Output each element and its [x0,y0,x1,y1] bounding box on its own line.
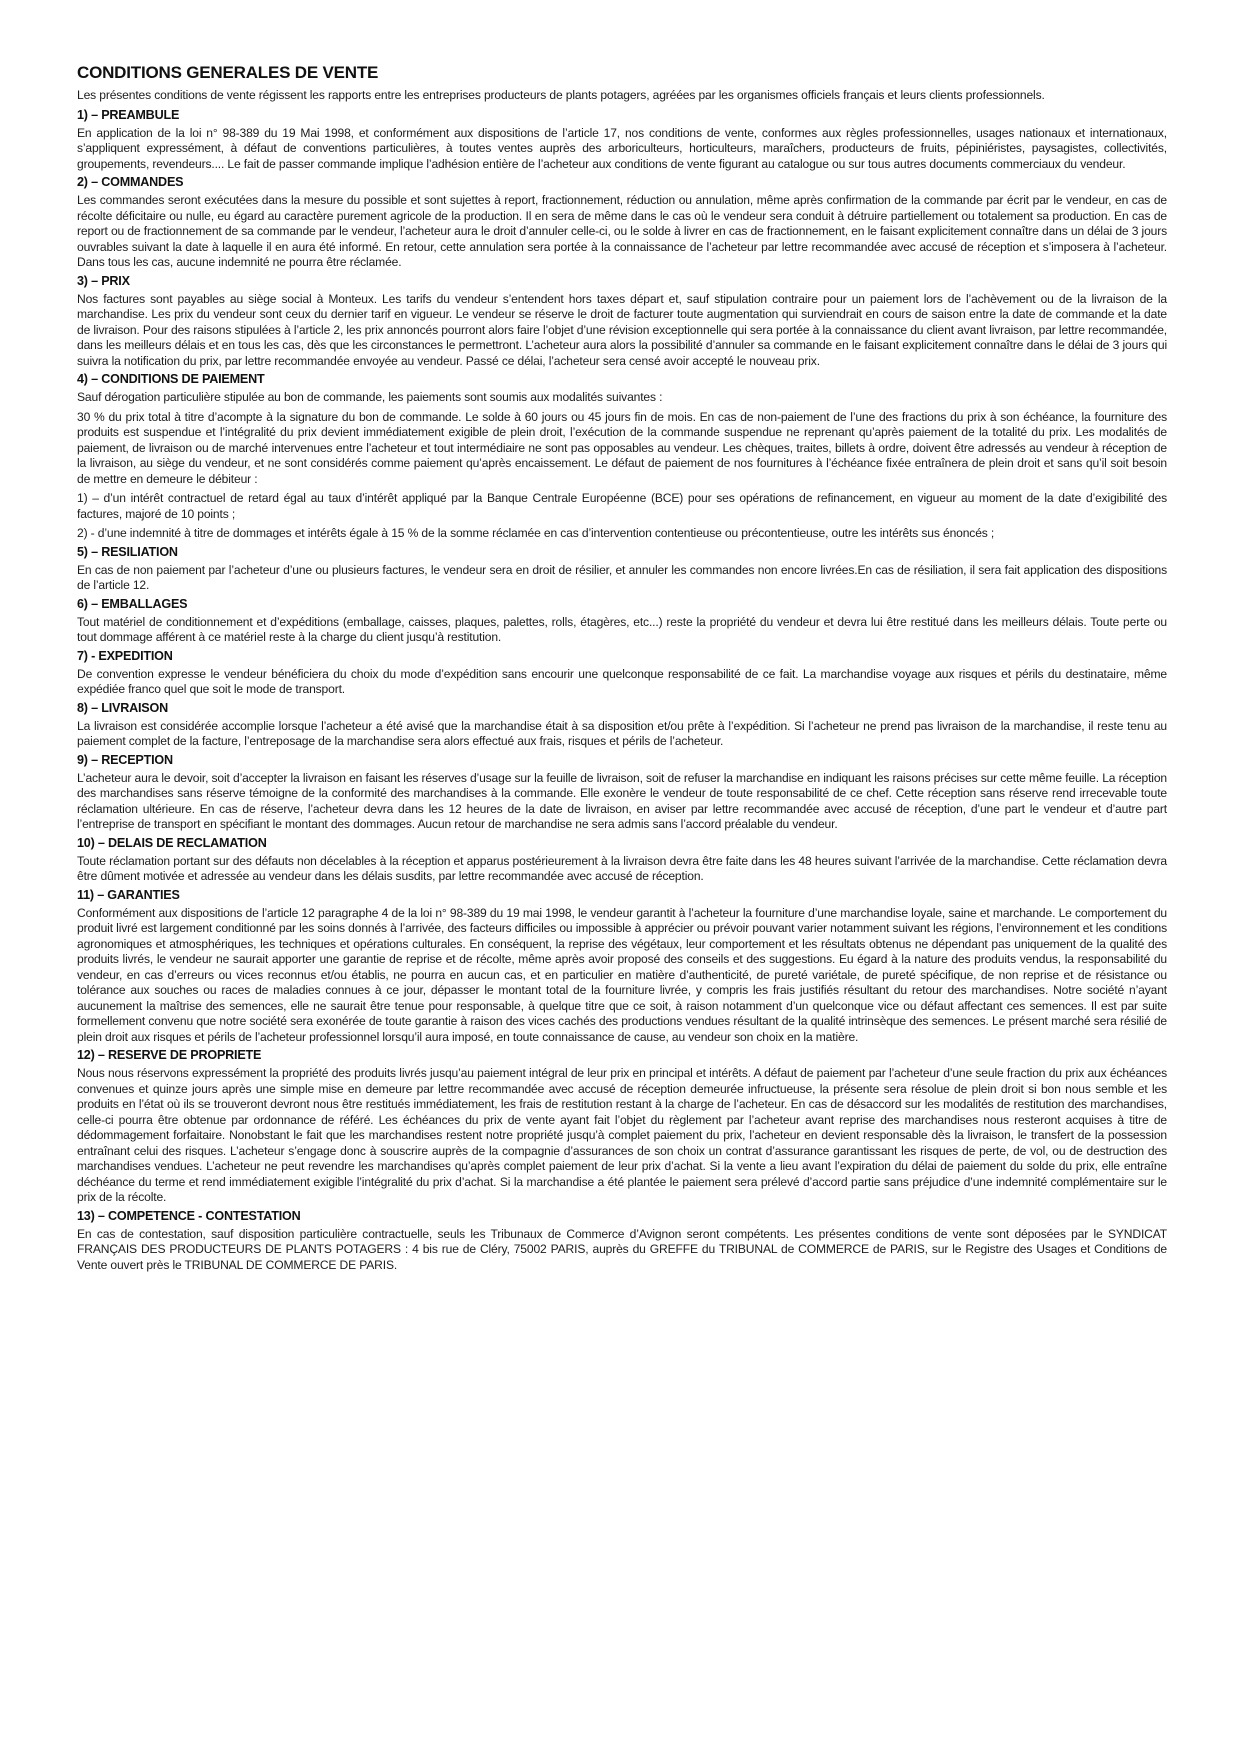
section-paragraph: 2) - d’une indemnité à titre de dommages et intérêts égale à 15 % de la somme réclamée en cas d’intervention contentieuse ou précontentieuse, outre les intérêts sus énoncés ; [77,526,995,540]
section [77,887,1167,1046]
section-title: 4) – CONDITIONS DE PAIEMENT [77,372,265,386]
section-paragraph: Toute réclamation portant sur des défauts non décelables à la réception et apparus postérieurement à la livraison devra être faite dans les 48 heures suivant l’arrivée de la marchandise. Cette réclamation devra être dûment motivée et adressée au vendeur dans les délais susdits, par lettre recommandée avec accusé de réception. [77,853,1167,883]
section-paragraph: Conformément aux dispositions de l’article 12 paragraphe 4 de la loi n° 98-389 du 19 mai 1998, le vendeur garantit à l’acheteur la fourniture d’une marchandise loyale, saine et marchande. Le comportement du produit livré est largement conditionné par les soins donnés à l’arrivée, des facteurs difficiles ou impossible à apprécier ou prévoir pouvant varier notamment suivant les régions, l’environnement et les conditions agronomiques et atmosphériques, les techniques et opérations culturales. En conséquent, la reprise des végétaux, leur comportement et les résultats obtenus ne dépendant pas uniquement de la qualité des produits livrés, le vendeur ne saurait apporter une garantie de reprise et de récolte, même après avoir proposé des conseils et des suggestions. Eu égard à la nature des produits vendus, la responsabilité du vendeur, en cas d’erreurs ou vices reconnus et/ou établis, ne pourra en aucun cas, et en particulier en matière d’authenticité, de pureté variétale, de pureté spécifique, de non reprise et de résistance ou tolérance aux souches ou races de maladies connues à ce jour, dépasser le montant total de la fourniture livrée, y compris les frais justifiés résultant du retour des marchandises. Notre société n’ayant aucunement la maîtrise des semences, elle ne saurait être tenue pour responsable, à quelque titre que ce soit, à raison notamment d’un quelconque vice ou défaut affectant ces semences. Il est par suite formellement convenu que notre société sera exonérée de toute garantie à raison des vices cachés des productions vendues résultant de la qualité intrinsèque des semences. Le présent marché sera résilié de plein droit aux risques et périls de l’acheteur professionnel lorsqu’il aura imposé, en toute connaissance de cause, au vendeur son choix en la matière. [77,905,1167,1044]
section-paragraph: En cas de contestation, sauf disposition particulière contractuelle, seuls les Tribunaux de Commerce d’Avignon seront compétents. Les présentes conditions de vente sont déposées par le SYNDICAT FRANÇAIS DES PRODUCTEURS DE PLANTS POTAGERS : 4 bis rue de Cléry, 75002 PARIS, auprès du GREFFE du TRIBUNAL de COMMERCE de PARIS, sur le Registre des Usages et Conditions de Vente ouvert près le TRIBUNAL DE COMMERCE DE PARIS. [77,1226,1167,1272]
section-paragraph: L’acheteur aura le devoir, soit d’accepter la livraison en faisant les réserves d’usage sur la feuille de livraison, soit de refuser la marchandise en indiquant les raisons précises sur cette même feuille. La réception des marchandises sans réserve témoigne de la conformité des marchandises à la commande. Elle exonère le vendeur de toute responsabilité de ce chef. Cette réception sans réserve rend irrecevable toute réclamation ultérieure. En cas de réserve, l’acheteur devra dans les 12 heures de la date de livraison, en aviser par lettre recommandée avec accusé de réception, d’une part le vendeur et d’autre part l’entreprise de transport en spécifiant le montant des dommages. Aucun retour de marchandise ne sera admis sans l’accord préalable du vendeur. [77,770,1167,831]
section-title: 10) – DELAIS DE RECLAMATION [77,835,267,850]
section-title: 5) – RESILIATION [77,544,178,559]
document-intro: Les présentes conditions de vente régissent les rapports entre les entreprises producteurs de plants potagers, agréées par les organismes officiels français et leurs clients professionnels. [77,88,1045,102]
section-title: 2) – COMMANDES [77,175,184,189]
section [77,700,1167,750]
section [77,752,1167,833]
section-paragraph: 1) – d’un intérêt contractuel de retard égal au taux d’intérêt appliqué par la Banque Centrale Européenne (BCE) pour ses opérations de refinancement, en vigueur au moment de la date d’exigibilité des factures, majoré de 10 points ; [77,491,1167,521]
section [77,174,1167,271]
section-title: 9) – RECEPTION [77,752,173,767]
section [77,648,1167,698]
section [77,107,1167,173]
section-paragraph: En application de la loi n° 98-389 du 19 Mai 1998, et conformément aux dispositions de l’article 17, nos conditions de vente, conformes aux règles professionnelles, usages nationaux et internationaux, s’appliquent expressément, à défaut de conventions particulières, à toutes ventes auprès des arboriculteurs, horticulteurs, maraîchers, producteurs de fruits, pépiniéristes, paysagistes, collectivités, groupements, revendeurs.... Le fait de passer commande implique l’adhésion entière de l’acheteur aux conditions de vente figurant au catalogue ou sur tous autres documents commerciaux du vendeur. [77,125,1167,171]
section [77,371,1167,542]
section [77,596,1167,646]
sections-container [77,107,1167,1274]
section-paragraph: En cas de non paiement par l’acheteur d’une ou plusieurs factures, le vendeur sera en droit de résilier, et annuler les commandes non encore livrées.En cas de résiliation, il sera fait application des dispositions de l’article 12. [77,562,1167,592]
section [77,1047,1167,1206]
section-title: 1) – PREAMBULE [77,107,180,122]
section-paragraph: Nous nous réservons expressément la propriété des produits livrés jusqu’au paiement intégral de leur prix en principal et intérêts. A défaut de paiement par l’acheteur d’une seule fraction du prix aux échéances convenues et quinze jours après une simple mise en demeure par lettre recommandée avec accusé de réception demeurée infructueuse, la présente sera résolue de plein droit si bon nous semble et les produits en l’état où ils se trouveront devront nous être restitués immédiatement, les frais de restitution restant à la charge de l’acheteur. En cas de désaccord sur les modalités de restitution des marchandises, celle-ci pourra être obtenue par ordonnance de référé. Les échéances du prix de vente ayant fait l’objet du règlement par l’acheteur avant reprise des marchandises nous resteront acquises à titre de dédommagement forfaitaire. Nonobstant le fait que les marchandises restent notre propriété jusqu’à complet paiement du prix, l’acheteur en devient responsable dès la livraison, le transfert de la possession entraînant celui des risques. L’acheteur s’engage donc à souscrire auprès de la compagnie d’assurances de son choix un contrat d’assurance garantissant les risques de perte, de vol, ou de destruction des marchandises vendues. L’acheteur ne peut revendre les marchandises qu’après complet paiement de leur prix d’achat. Si la vente a lieu avant l’expiration du délai de paiement du solde du prix, elle entraîne déchéance du terme et rend immédiatement exigible l’intégralité du prix d’achat. Si la marchandise a été plantée le paiement sera prélevé d’accord partie sans préjudice d’une indemnité complémentaire sur le prix de la récolte. [77,1066,1167,1204]
section-paragraph: La livraison est considérée accomplie lorsque l’acheteur a été avisé que la marchandise était à sa disposition et/ou prête à l’expédition. Si l’acheteur ne prend pas livraison de la marchandise, il reste tenu au paiement complet de la facture, l’entreposage de la marchandise sera alors effectué aux frais, risques et périls de l’acheteur. [77,718,1167,748]
section-paragraph: Sauf dérogation particulière stipulée au bon de commande, les paiements sont soumis aux modalités suivantes : [77,390,663,404]
section-title: 7) - EXPEDITION [77,648,173,663]
document-title: CONDITIONS GENERALES DE VENTE [77,63,379,82]
section [77,544,1167,594]
section-title: 11) – GARANTIES [77,887,180,902]
section-title: 3) – PRIX [77,273,130,288]
section-title: 8) – LIVRAISON [77,700,168,715]
section [77,835,1167,885]
section [77,273,1167,370]
section-paragraph: De convention expresse le vendeur bénéficiera du choix du mode d’expédition sans encourir une quelconque responsabilité de ce fait. La marchandise voyage aux risques et périls du destinataire, même expédiée franco quel que soit le mode de transport. [77,666,1167,696]
section [77,1208,1167,1274]
section-title: 13) – COMPETENCE - CONTESTATION [77,1208,301,1223]
section-paragraph: Les commandes seront exécutées dans la mesure du possible et sont sujettes à report, fractionnement, réduction ou annulation, même après confirmation de la commande par écrit par le vendeur, en cas de récolte déficitaire ou nulle, eu égard au caractère purement agricole de la production. Il en sera de même dans le cas où le vendeur sera conduit à détruire partiellement ou totalement sa production. En cas de report ou de fractionnement de sa commande par le vendeur, l’acheteur aura le droit d’annuler celle-ci, ou le solde à livrer en cas de fractionnement, en le faisant explicitement connaître dans un délai de 3 jours ouvrables suivant la date à laquelle il en aura été informé. En retour, cette annulation sera portée à la connaissance de l’acheteur par lettre recommandée avec accusé de réception et s’imposera à l’acheteur. Dans tous les cas, aucune indemnité ne pourra être réclamée. [77,193,1167,269]
section-title: 6) – EMBALLAGES [77,596,188,611]
section-paragraph: Tout matériel de conditionnement et d’expéditions (emballage, caisses, plaques, palettes, rolls, étagères, etc...) reste la propriété du vendeur et devra lui être restitué dans les meilleurs délais. Toute perte ou tout dommage afférent à ce matériel reste à la charge du client jusqu’à restitution. [77,614,1167,644]
section-paragraph: 30 % du prix total à titre d’acompte à la signature du bon de commande. Le solde à 60 jours ou 45 jours fin de mois. En cas de non-paiement de l’une des fractions du prix à son échéance, la fourniture des produits est suspendue et l’intégralité du prix devient immédiatement exigible de plein droit, l’exécution de la commande suspendue ne reprenant qu’après paiement de la totalité du prix. Les modalités de paiement, de livraison ou de marché intervenues entre l’acheteur et tout intermédiaire ne sont pas opposables au vendeur. Les chèques, traites, billets à ordre, doivent être adressés au vendeur à réception de la livraison, au siège du vendeur, et ne sont considérés comme paiement qu’après encaissement. Le défaut de paiement de nos fournitures à l’échéance fixée entraînera de plein droit et sans qu’il soit besoin de mettre en demeure le débiteur : [77,409,1167,486]
section-paragraph: Nos factures sont payables au siège social à Monteux. Les tarifs du vendeur s’entendent hors taxes départ et, sauf stipulation contraire pour un paiement lors de l’achèvement ou de la livraison de la marchandise. Les prix du vendeur sont ceux du dernier tarif en vigueur. Le vendeur se réserve le droit de facturer toute augmentation qui surviendrait en cours de saison entre la date de commande et la date de livraison. Pour des raisons stipulées à l’article 2, les prix annoncés pourront alors faire l’objet d’une révision exceptionnelle qui sera portée à la connaissance du client avant livraison, par lettre recommandée, dans les meilleurs délais et en tous les cas, dès que les circonstances le permettront. L’acheteur aura alors la possibilité d’annuler sa commande en le faisant explicitement connaître dans le délai de 3 jours qui suivra la notification du prix, par lettre recommandée envoyée au vendeur. Passé ce délai, l’acheteur sera censé avoir accepté le nouveau prix. [77,291,1167,368]
section-title: 12) – RESERVE DE PROPRIETE [77,1048,262,1062]
